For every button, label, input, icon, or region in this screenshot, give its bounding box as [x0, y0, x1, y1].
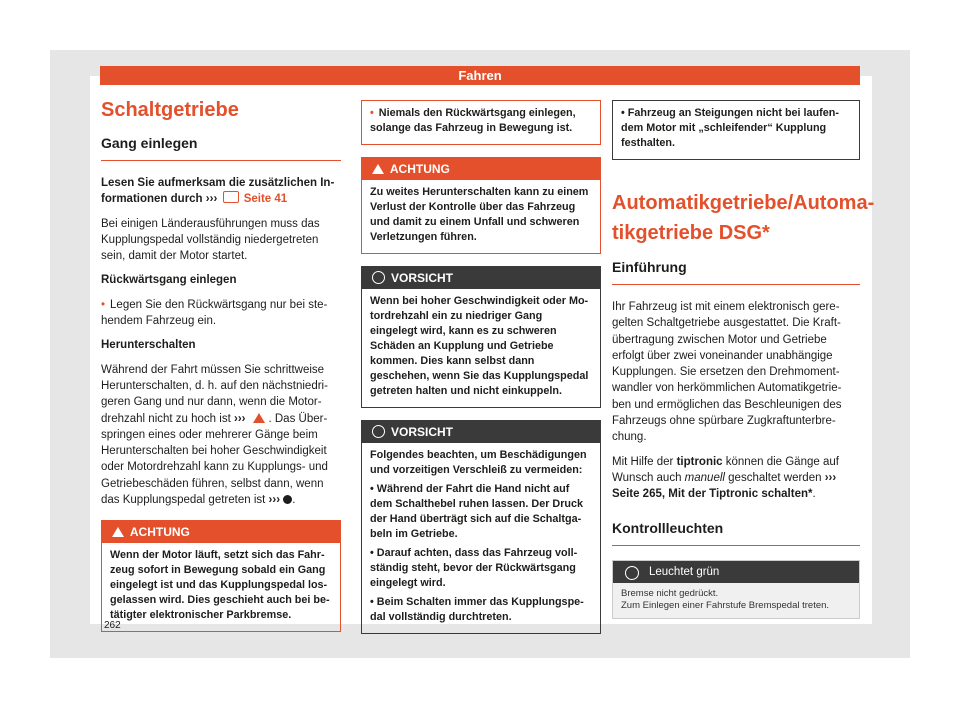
caution-circle-icon	[283, 495, 292, 504]
caution-body: Wenn bei hoher Geschwindigkeit oder Mo-tordrehzahl ein zu niedriger Gang eingelegt wird, kann es zu schweren Schäden an Kupplung und Getriebe kommen. Dies kann selbst dann geschehen, wenn Sie das Kupplungspedal getreten halten und nicht einkuppeln.	[370, 295, 589, 397]
caution-circle-icon	[372, 425, 385, 438]
lamp-body	[613, 583, 859, 618]
section-subtitle-2: Kontrollleuchten	[612, 519, 860, 546]
text: können die Gänge auf Wunsch auch	[612, 455, 839, 484]
lamp-label: Leuchtet grün	[649, 565, 720, 578]
indicator-lamp-icon	[625, 566, 639, 580]
caution-bullet: • Beim Schalten immer das Kupplungspe-dal vollständig durchtreten.	[370, 596, 584, 623]
intro-ref-link[interactable]: Seite 41	[243, 193, 288, 206]
warning-body: Wenn der Motor läuft, setzt sich das Fahr-zeug sofort in Bewegung sobald ein Gang eingelegt ist und das Kupplungspedal los-gelassen wird. Dies geschieht auch bei be-tätigter elektronischer Parkbremse.	[110, 549, 330, 622]
caution-header	[362, 267, 600, 289]
continued-warning-box	[361, 100, 601, 145]
column-3	[612, 100, 875, 619]
warning-label: ACHTUNG	[389, 162, 450, 176]
warning-triangle-icon	[253, 413, 265, 423]
page-number: 262	[104, 620, 121, 631]
continued-caution-box	[612, 100, 860, 160]
tiptronic-ref-link[interactable]: Seite 265, Mit der Tiptronic schalten*	[612, 488, 813, 501]
downshift-text-b: . Das Über-springen eines oder mehrerer Gänge beim Herunterschalten bei hoher Geschwindigkeit oder Motordrehzahl kann zu Kupplungs- und Getriebeschäden führen, selbst dann, wenn das Kupplungspedal getreten ist	[101, 412, 328, 507]
caution-header	[362, 421, 600, 443]
section-subtitle: Gang einlegen	[101, 134, 341, 161]
warning-triangle-icon	[372, 164, 384, 174]
continued-warning-bullet	[362, 101, 600, 144]
bullet-text: Fahrzeug an Steigungen nicht bei laufen-dem Motor mit „schleifender“ Kupplung festhalten.	[621, 107, 839, 149]
warning-body: Zu weites Herunterschalten kann zu einem Verlust der Kontrolle über das Fahrzeug und damit zu einem Unfall und schweren Verletzungen führen.	[370, 186, 589, 243]
tiptronic-term: tiptronic	[676, 455, 723, 468]
ref-marker: ›››	[205, 193, 218, 206]
ref-marker: ›››	[233, 412, 246, 425]
warning-label: ACHTUNG	[129, 525, 190, 540]
column-2	[361, 100, 601, 646]
lamp-line: Bremse nicht gedrückt.	[621, 587, 719, 599]
caution-intro: Folgendes beachten, um Beschädigungen und vorzeitigen Verschleiß zu vermeiden:	[370, 449, 587, 476]
bullet-reverse: • Legen Sie den Rückwärtsgang nur bei ste-hendem Fahrzeug ein.	[101, 297, 341, 330]
continued-caution-bullet: • Fahrzeug an Steigungen nicht bei laufen-dem Motor mit „schleifender“ Kupplung festhalten.	[621, 107, 839, 149]
warning-box-2	[361, 157, 601, 254]
caution-bullet: • Darauf achten, dass das Fahrzeug voll-ständig steht, bevor der Rückwärtsgang eingelegt wird.	[370, 547, 578, 589]
lamp-line: Zum Einlegen einer Fahrstufe Bremspedal treten.	[621, 599, 830, 611]
caution-circle-icon	[372, 271, 385, 284]
manual-term: manuell	[684, 471, 725, 484]
book-icon	[223, 191, 239, 203]
section-header: Fahren	[100, 66, 860, 85]
bullet-text: Während der Fahrt die Hand nicht auf dem Schalthebel ruhen lassen. Der Druck der Hand überträgt sich auf die Schaltga-beln im Getriebe.	[370, 483, 584, 540]
paragraph-1: Bei einigen Länderausführungen muss das Kupplungspedal vollständig niedergetreten sein, damit der Motor startet.	[101, 217, 320, 263]
caution-label: VORSICHT	[391, 425, 454, 439]
lamp-box	[612, 560, 860, 619]
heading-downshift: Herunterschalten	[101, 339, 196, 352]
lamp-header	[613, 561, 859, 583]
bullet-text: Beim Schalten immer das Kupplungspe-dal vollständig durchtreten.	[370, 596, 584, 623]
chapter-title: Schaltgetriebe	[101, 99, 239, 121]
intro-bold: Lesen Sie aufmerksam die zusätzlichen In-formationen durch	[101, 177, 335, 206]
warning-header	[102, 521, 340, 543]
heading-reverse: Rückwärtsgang einlegen	[101, 274, 237, 287]
warning-triangle-icon	[112, 527, 124, 537]
ref-marker: ›››	[268, 494, 281, 507]
text: Mit Hilfe der	[612, 455, 674, 468]
caution-box-1	[361, 266, 601, 408]
ref-marker: ›››	[824, 471, 837, 484]
intro-paragraph: Ihr Fahrzeug ist mit einem elektronisch gere-gelten Schaltgetriebe ausgestattet. Die Kraft-übertragung zwischen Motor und Getriebe erfolgt über zwei voneinander unabhängige Kupplungen. Sie ersetzen den Drehmoment-wandler von herkömmlichen Automatikgetrie-ben und ermöglichen das Beschleunigen des Fahrzeugs ohne spürbare Zugkraftunterbre-chung.	[612, 301, 842, 444]
paragraph-downshift: Während der Fahrt müssen Sie schrittweise Herunterschalten, d. h. auf den nächstniedri-geren Gang und nur dann, wenn die Motor-drehzahl nicht zu hoch ist ››› . Das Über-springen eines oder mehrerer Gänge beim Herunterschalten bei hoher Geschwindigkeit oder Motordrehzahl kann zu Kupplungs- und Getriebeschäden führen, selbst dann, wenn das Kupplungspedal getreten ist ››› .	[101, 363, 328, 507]
section-subtitle: Einführung	[612, 258, 860, 285]
bullet-text: Niemals den Rückwärtsgang einlegen, solange das Fahrzeug in Bewegung ist.	[370, 107, 576, 134]
caution-box-2	[361, 420, 601, 634]
warning-box	[101, 520, 341, 632]
intro-text	[101, 175, 341, 208]
text: geschaltet werden	[728, 471, 822, 484]
tiptronic-paragraph: Mit Hilfe der tiptronic können die Gänge auf Wunsch auch manuell geschaltet werden ››› Seite 265, Mit der Tiptronic schalten*.	[612, 455, 839, 501]
column-1	[101, 96, 341, 644]
caution-label: VORSICHT	[391, 271, 454, 285]
bullet-text: Darauf achten, dass das Fahrzeug voll-ständig steht, bevor der Rückwärtsgang eingelegt wird.	[370, 547, 578, 589]
caution-bullet: • Während der Fahrt die Hand nicht auf dem Schalthebel ruhen lassen. Der Druck der Hand überträgt sich auf die Schaltga-beln im Getriebe.	[370, 483, 584, 540]
chapter-title-2: Automatikgetriebe/Automa-tikgetriebe DSG*	[612, 192, 875, 244]
downshift-text-a: Während der Fahrt müssen Sie schrittweise Herunterschalten, d. h. auf den nächstniedri-geren Gang und nur dann, wenn die Motor-drehzahl nicht zu hoch ist	[101, 363, 328, 425]
caution-body	[362, 443, 600, 633]
warning-header	[362, 158, 600, 180]
